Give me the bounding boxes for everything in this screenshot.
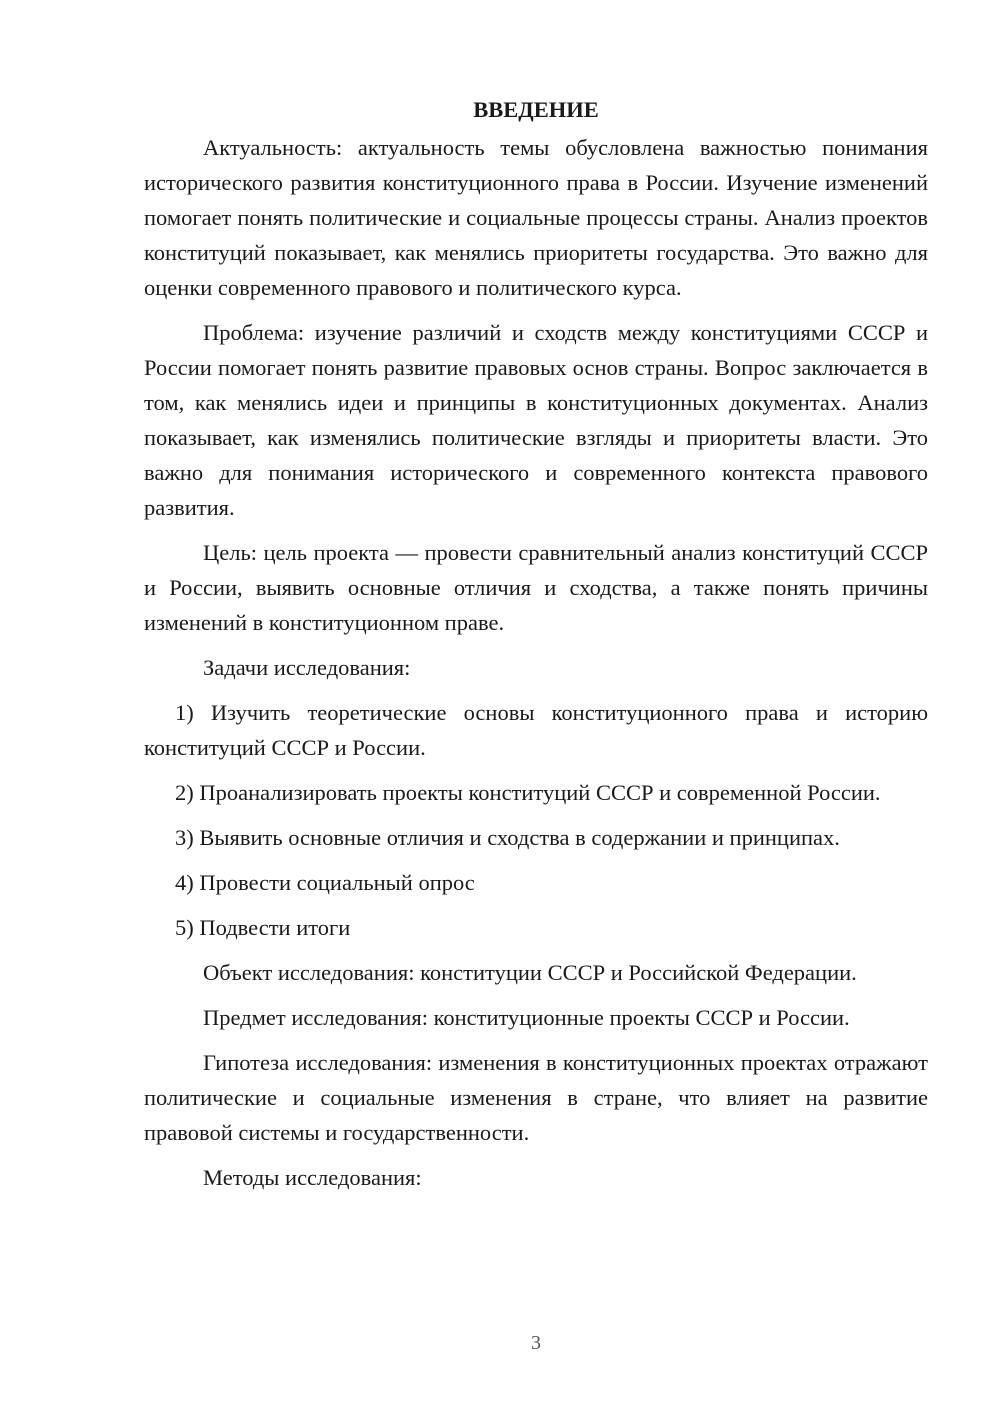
paragraph-hypothesis: Гипотеза исследования: изменения в конституционных проектах отражают политические и социальные изменения в стране, что влияет на развитие правовой системы и государственности. xyxy=(144,1050,928,1145)
paragraph-object: Объект исследования: конституции СССР и Российской Федерации. xyxy=(203,960,857,985)
task-item-5: 5) Подвести итоги xyxy=(175,915,351,940)
section-heading: ВВЕДЕНИЕ xyxy=(473,97,599,122)
paragraph-subject: Предмет исследования: конституционные проекты СССР и России. xyxy=(203,1005,850,1030)
paragraph-goal: Цель: цель проекта — провести сравнительный анализ конституций СССР и России, выявить основные отличия и сходства, а также понять причины изменений в конституционном праве. xyxy=(144,540,928,635)
task-item-2: 2) Проанализировать проекты конституций СССР и современной России. xyxy=(175,780,881,805)
paragraph-methods: Методы исследования: xyxy=(203,1165,422,1190)
document-page xyxy=(144,92,928,1195)
paragraph-problem: Проблема: изучение различий и сходств между конституциями СССР и России помогает понять развитие правовых основ страны. Вопрос заключается в том, как менялись идеи и принципы в конституционных документах. Анализ показывает, как изменялись политические взгляды и приоритеты власти. Это важно для понимания исторического и современного контекста правового развития. xyxy=(144,320,928,520)
task-item-4: 4) Провести социальный опрос xyxy=(175,870,475,895)
task-item-3: 3) Выявить основные отличия и сходства в содержании и принципах. xyxy=(175,825,840,850)
paragraph-tasks-heading: Задачи исследования: xyxy=(203,655,411,680)
page-number: 3 xyxy=(531,1332,541,1354)
task-item-1: 1) Изучить теоретические основы конституционного права и историю конституций СССР и России. xyxy=(144,700,928,760)
paragraph-relevance: Актуальность: актуальность темы обусловлена важностью понимания исторического развития конституционного права в России. Изучение изменений помогает понять политические и социальные процессы страны. Анализ проектов конституций показывает, как менялись приоритеты государства. Это важно для оценки современного правового и политического курса. xyxy=(144,135,928,300)
